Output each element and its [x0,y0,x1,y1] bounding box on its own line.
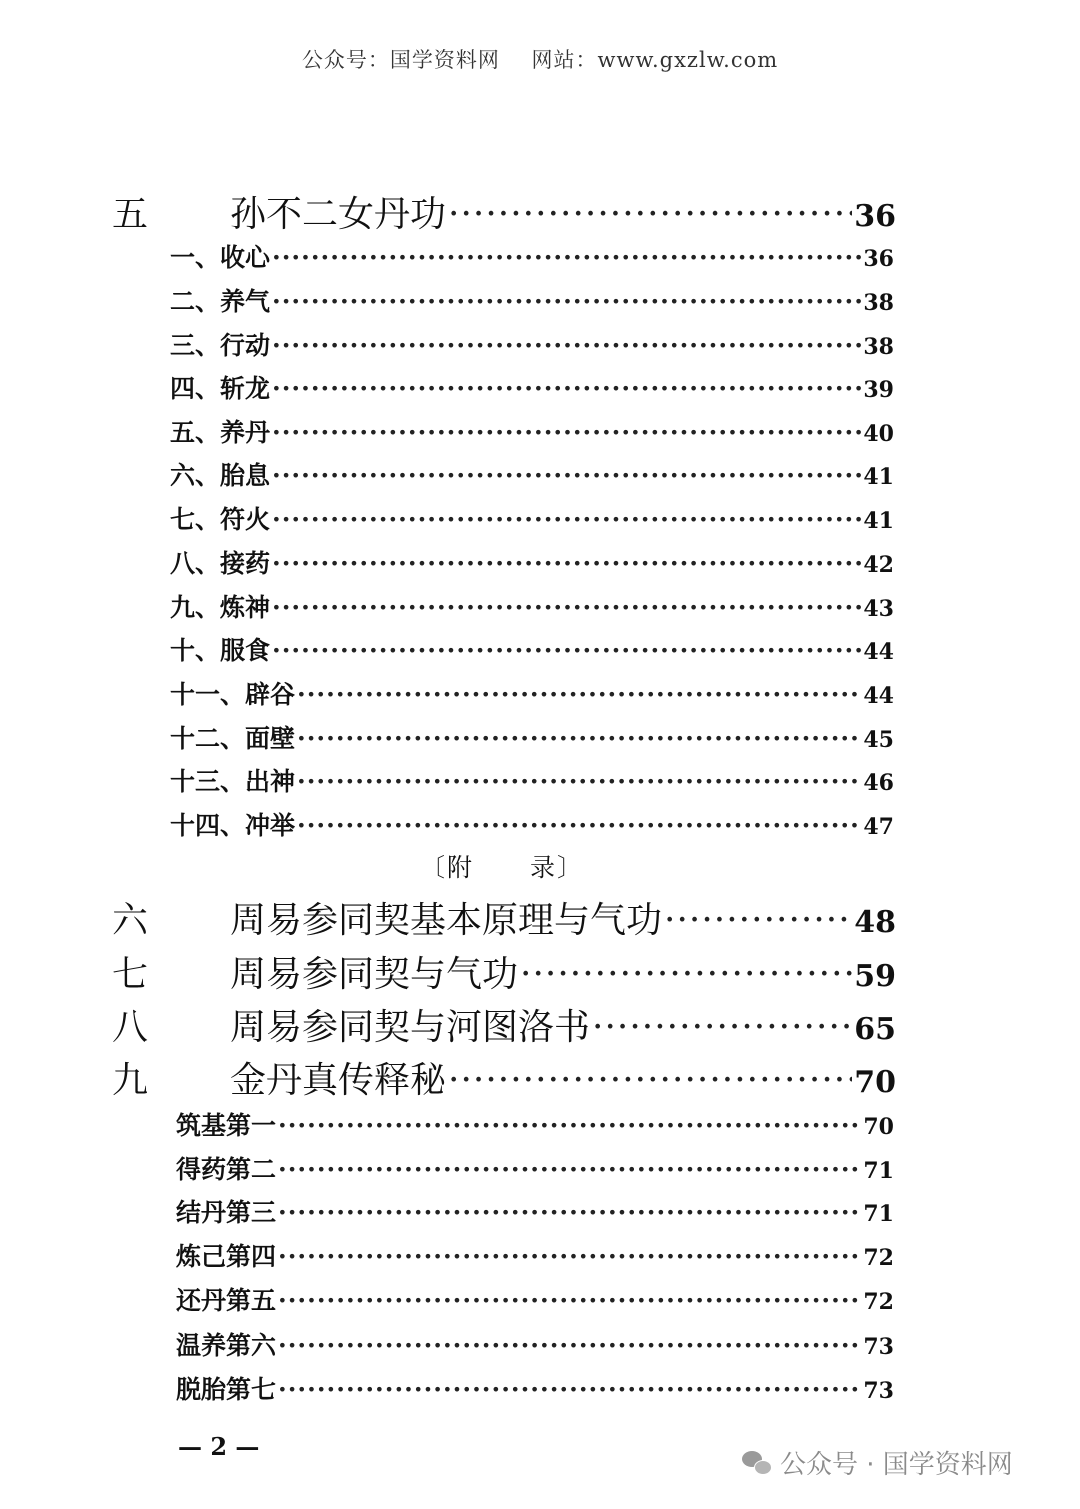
chapter-title: 周易参同契与气功 [230,954,519,995]
sub-title: 脱胎第七 [176,1375,277,1404]
chapter-number: 七 [112,954,149,995]
section-page: 39 [863,377,894,403]
wechat-icon [742,1451,772,1475]
toc-sub-entry[interactable] [176,1150,894,1186]
chapter-title: 周易参同契基本原理与气功 [230,900,663,941]
toc-chapter-8[interactable] [112,999,896,1050]
dot-leader [278,1286,861,1315]
toc-section[interactable] [170,631,894,667]
dot-leader [272,593,861,622]
dot-leader [278,1111,861,1140]
section-title: 十一、辟谷 [170,680,296,709]
dot-leader [297,767,861,796]
section-page: 44 [863,683,894,709]
section-title: 一、收心 [170,243,271,272]
toc-sub-entry[interactable] [176,1370,894,1406]
dot-leader [272,636,861,665]
section-title: 十二、面壁 [170,724,296,753]
sub-title: 结丹第三 [176,1198,277,1227]
toc-sub-entry[interactable] [176,1193,894,1229]
dot-leader [448,1060,852,1101]
toc-chapter-6[interactable] [112,892,896,943]
dot-leader [278,1375,861,1404]
dot-leader [272,418,861,447]
section-page: 42 [863,552,894,578]
dot-leader [272,287,861,316]
header-account: 公众号：国学资料网 [301,48,500,72]
sub-page: 71 [863,1158,894,1184]
chapter-page: 59 [854,959,896,994]
dot-leader [272,331,861,360]
toc-section[interactable] [170,762,894,798]
dot-leader [272,461,861,490]
dot-leader [278,1331,861,1360]
sub-title: 得药第二 [176,1155,277,1184]
section-page: 45 [863,727,894,753]
chapter-number: 六 [112,900,149,941]
toc-section[interactable] [170,238,894,274]
section-title: 十四、冲举 [170,811,296,840]
section-title: 十三、出神 [170,767,296,796]
chapter-page: 36 [854,199,896,234]
dot-leader [297,724,861,753]
section-page: 38 [863,290,894,316]
dot-leader [297,811,861,840]
toc-sub-entry[interactable] [176,1106,894,1142]
chapter-title: 周易参同契与河图洛书 [230,1007,591,1048]
toc-chapter-7[interactable] [112,946,896,997]
section-page: 44 [863,639,894,665]
section-page: 46 [863,770,894,796]
page-header [0,44,1080,74]
dot-leader [592,1007,852,1048]
section-title: 七、符火 [170,505,271,534]
dot-leader [272,374,861,403]
chapter-title: 金丹真传释秘 [230,1060,447,1101]
section-title: 五、养丹 [170,418,271,447]
section-title: 四、斩龙 [170,374,271,403]
section-title: 二、养气 [170,287,271,316]
toc-section[interactable] [170,675,894,711]
dot-leader [520,954,852,995]
section-title: 三、行动 [170,331,271,360]
sub-title: 还丹第五 [176,1286,277,1315]
toc-section[interactable] [170,369,894,405]
dot-leader [278,1198,861,1227]
section-page: 41 [863,508,894,534]
section-title: 九、炼神 [170,593,271,622]
toc-section[interactable] [170,806,894,842]
toc-section[interactable] [170,588,894,624]
dot-leader [272,243,861,272]
chapter-page: 48 [854,905,896,940]
toc-sub-entry[interactable] [176,1237,894,1273]
toc-chapter-5[interactable] [112,186,896,237]
section-title: 八、接药 [170,549,271,578]
dot-leader [278,1155,861,1184]
section-page: 40 [863,421,894,447]
toc-section[interactable] [170,544,894,580]
toc-section[interactable] [170,500,894,536]
section-page: 36 [863,246,894,272]
dot-leader [664,900,852,941]
appendix-open: 〔附 [420,853,475,882]
appendix-close: 录〕 [530,853,585,882]
toc-section[interactable] [170,456,894,492]
sub-page: 73 [863,1334,894,1360]
dot-leader [297,680,861,709]
section-title: 十、服食 [170,636,271,665]
page-number: — 2 — [178,1432,260,1461]
watermark-text: 公众号 · 国学资料网 [780,1450,1013,1480]
toc-section[interactable] [170,282,894,318]
header-website: 网站：www.gxzlw.com [531,48,779,72]
chapter-page: 70 [854,1065,896,1100]
sub-page: 71 [863,1201,894,1227]
sub-page: 70 [863,1114,894,1140]
sub-page: 72 [863,1245,894,1271]
dot-leader [278,1242,861,1271]
dot-leader [272,549,861,578]
toc-sub-entry[interactable] [176,1281,894,1317]
section-page: 47 [863,814,894,840]
sub-title: 筑基第一 [176,1111,277,1140]
toc-section[interactable] [170,719,894,755]
chapter-number: 五 [112,194,149,235]
chapter-number: 九 [112,1060,149,1101]
sub-page: 73 [863,1378,894,1404]
toc-sub-entry[interactable] [176,1326,894,1362]
toc-section[interactable] [170,326,894,362]
section-page: 41 [863,464,894,490]
watermark [742,1444,1013,1481]
toc-chapter-9[interactable] [112,1052,896,1103]
dot-leader [272,505,861,534]
dot-leader [448,194,852,235]
sub-title: 炼己第四 [176,1242,277,1271]
toc-section[interactable] [170,413,894,449]
chapter-number: 八 [112,1007,149,1048]
appendix-heading [420,848,584,884]
sub-page: 72 [863,1289,894,1315]
section-page: 43 [863,596,894,622]
chapter-page: 65 [854,1012,896,1047]
section-page: 38 [863,334,894,360]
sub-title: 温养第六 [176,1331,277,1360]
chapter-title: 孙不二女丹功 [230,194,447,235]
section-title: 六、胎息 [170,461,271,490]
